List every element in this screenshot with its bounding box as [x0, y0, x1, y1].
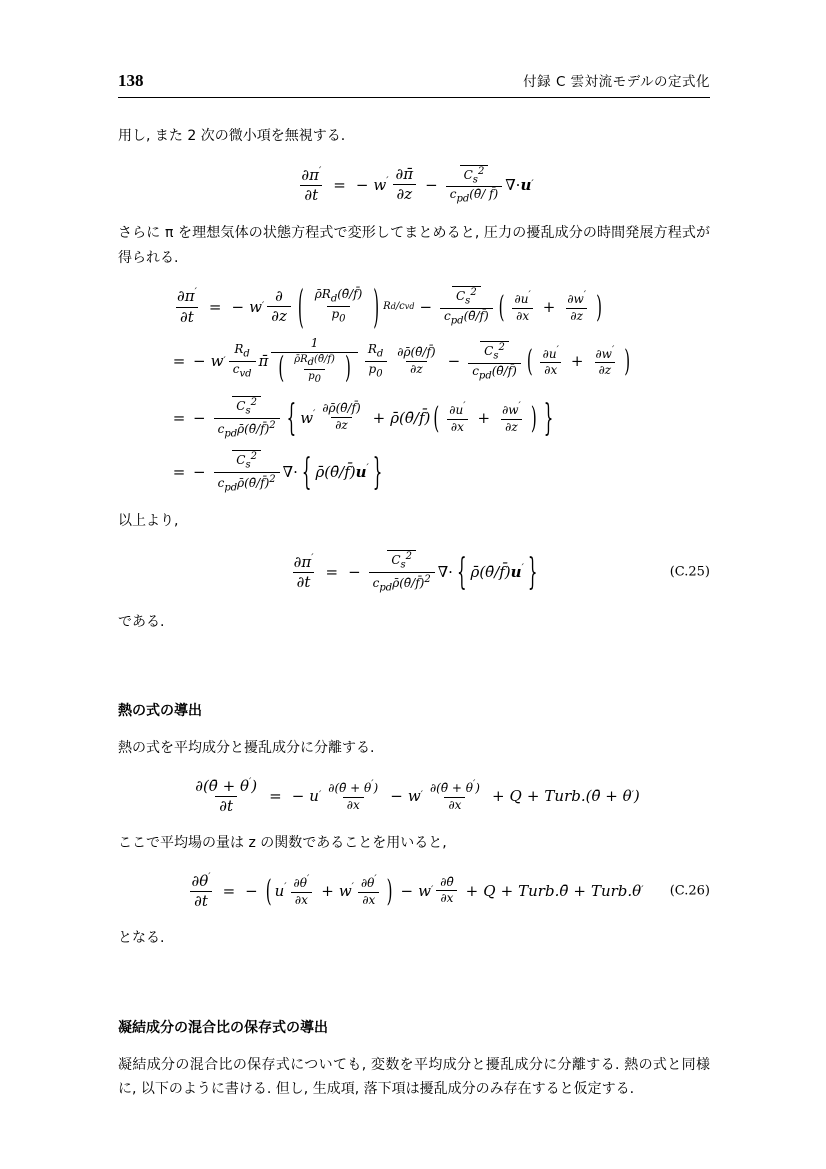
section-heading-heat: 熱の式の導出	[118, 703, 202, 720]
equation-top-row	[118, 165, 710, 206]
equation-heat-1-expr: $\frac{\partial(\thetā + \theta')}{\partial t}$ = − u ′ $\frac{\partial(\thetā + \theta')}{\partial x}$ − w ′ $\frac{\partial(\thetā + \theta')}{\partial x}$ + Q + Turb.(θ̄ + θ ′ )	[195, 776, 640, 815]
derivation-line-2-expr: = − w ′ $\frac{R_d}{c_{vd}}$ π̄ 1 ( $\frac{\rhōRd(\thetā/f̄)}{p0}$ ) $\frac{R_d}{p_0}$ $\frac{\partial\rhō(\thetā/f̄)}{\partial z}$ − $\frac{C_s^2}{c_{pd}(\thetā/f̄)}$ ( $\frac{\partial u'}{\partial x}$ + $\frac{\partial w'}{\partial z}$ )	[172, 336, 631, 386]
equation-top-expr: $\frac{\partial\pi'}{\partial t}$ = − w′ $\frac{\partial\pī}{\partial z}$ − $\frac{C_s^2}{c_{pd}(\thetā/ f̄)}$ ∇· u ′	[301, 165, 534, 205]
chapter-title: 付録 C 雲対流モデルの定式化	[523, 74, 710, 90]
paragraph-7: となる.	[118, 930, 165, 947]
derivation-line-3-expr: = − $\frac{C_s^2}{c_{pd}\rhō(\thetā/f̄)^2}$ { w′ $\frac{\partial\rhō(\thetā/f̄)}{\partial z}$ + ρ̄(θ̄/f̄) ( $\frac{\partial u'}{\partial x}$ + $\frac{\partial w'}{\partial z}$ ) }	[172, 396, 554, 440]
equation-c25-row	[118, 550, 710, 594]
equation-c26-expr: $\frac{\partial\theta'}{\partial t}$ = − ( u′ $\frac{\partial\theta'}{\partial x}$ + w′ $\frac{\partial\theta'}{\partial x}$ ) − w ′ $\frac{\partial\thetā}{\partial x}$ + Q + Turb.θ̄ + Turb.θ ′	[191, 871, 644, 910]
derivation-line-4	[118, 450, 710, 494]
derivation-line-1	[118, 279, 710, 334]
page-content	[118, 70, 710, 1108]
paragraph-4: である.	[118, 613, 165, 630]
derivation-line-4-expr: = − $\frac{C_s^2}{c_{pd}\rhō(\thetā/f̄)^2}$ ∇· { ρ̄(θ̄/f̄)u′ }	[172, 449, 383, 494]
derivation-line-3	[118, 396, 710, 440]
equation-c25-expr: $\frac{\partial\pi'}{\partial t}$ = − $\frac{C_s^2}{c_{pd}\rhō(\thetā/f̄)^2}$ ∇· { ρ̄(θ̄/f̄)u′ }	[293, 550, 538, 594]
paragraph-2: さらに π を理想気体の状態方程式で変形してまとめると, 圧力の擾乱成分の時間発展方程式が得られる.	[118, 225, 710, 266]
equation-derivation-block	[118, 279, 710, 494]
equation-heat-1-row	[118, 777, 710, 816]
equation-heat-1	[118, 777, 710, 816]
equation-c25-number: (C.25)	[669, 564, 710, 580]
paragraph-5: 熱の式を平均成分と擾乱成分に分離する.	[118, 740, 375, 757]
derivation-line-2	[118, 337, 710, 386]
derivation-line-1-expr: $\frac{\partial\pi'}{\partial t}$ = − w ′ $\frac{\partial}{\partial z}$ ( $\frac{\rhōR_d(\thetā/f̄)}{p_0}$ ) Rd/cvd − $\frac{C_s^2}{c_{pd}(\thetā/f̄)}$ ( $\frac{\partial u'}{\partial x}$ + $\frac{\partial w'}{\partial z}$ )	[177, 279, 602, 334]
equation-c26	[118, 872, 710, 911]
equation-c26-number: (C.26)	[669, 883, 710, 899]
section-heading-mixing-ratio: 凝結成分の混合比の保存式の導出	[118, 1019, 328, 1036]
page-number: 138	[118, 71, 144, 90]
page-header	[118, 70, 710, 98]
paragraph-3: 以上より,	[118, 513, 179, 530]
equation-c25	[118, 550, 710, 594]
paragraph-6: ここで平均場の量は z の関数であることを用いると,	[118, 835, 447, 852]
equation-c26-row	[118, 872, 710, 911]
paragraph-1: 用し, また 2 次の微小項を無視する.	[118, 128, 346, 144]
paragraph-8: 凝結成分の混合比の保存式についても, 変数を平均成分と擾乱成分に分離する. 熱の式と同様に, 以下のように書ける. 但し, 生成項, 落下項は擾乱成分のみ存在すると仮定する.	[118, 1056, 710, 1098]
equation-top	[118, 165, 710, 206]
